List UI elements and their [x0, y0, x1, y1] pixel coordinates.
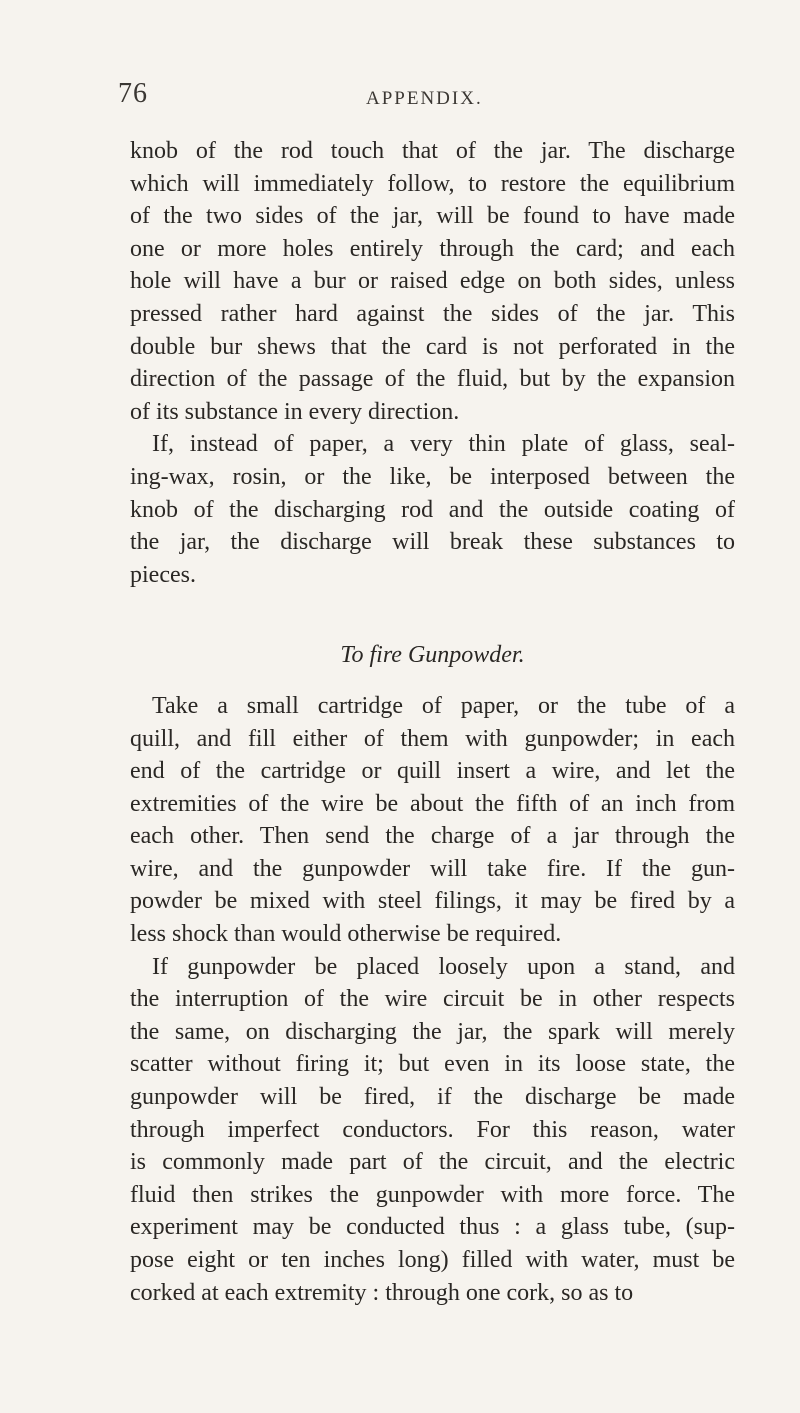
text-line: pieces.	[130, 561, 196, 588]
text-line: is commonly made part of the circuit, and the electric	[130, 1149, 735, 1176]
text-line: through imperfect conductors. For this reason, water	[130, 1116, 735, 1143]
text-line: knob of the rod touch that of the jar. The discharge	[130, 138, 735, 164]
text-line: gunpowder will be fired, if the discharge be made	[130, 1084, 735, 1111]
section-heading: To fire Gunpowder.	[340, 642, 525, 669]
page-header	[118, 78, 738, 118]
section-spacer	[130, 591, 735, 639]
text-line: pose eight or ten inches long) filled with water, must be	[130, 1247, 735, 1273]
text-line: the same, on discharging the jar, the spark will merely	[130, 1018, 735, 1045]
text-line: end of the cartridge or quill insert a wire, and let the	[130, 758, 735, 785]
text-line: which will immediately follow, to restore the equilibrium	[130, 170, 735, 197]
text-line: the interruption of the wire circuit be in other respects	[130, 986, 735, 1013]
text-line: scatter without firing it; but even in its loose state, the	[130, 1051, 735, 1078]
running-head: APPENDIX.	[366, 88, 483, 109]
text-line: Take a small cartridge of paper, or the tube of a	[152, 692, 735, 719]
text-line: hole will have a bur or raised edge on both sides, unless	[130, 268, 735, 295]
page-number: 76	[118, 78, 148, 109]
text-line: ing-wax, rosin, or the like, be interposed between the	[130, 463, 735, 490]
text-line: extremities of the wire be about the fifth of an inch from	[130, 790, 735, 817]
text-line: pressed rather hard against the sides of the jar. This	[130, 300, 735, 327]
text-line: wire, and the gunpowder will take fire. If the gun-	[130, 855, 735, 882]
paragraph-1	[130, 135, 735, 428]
text-line: each other. Then send the charge of a jar through the	[130, 823, 735, 850]
text-line: less shock than would otherwise be required.	[130, 921, 562, 948]
paragraph-3	[130, 690, 735, 951]
text-line: powder be mixed with steel filings, it may be fired by a	[130, 888, 735, 915]
text-line: experiment may be conducted thus : a glass tube, (sup-	[130, 1214, 735, 1241]
text-line: the jar, the discharge will break these substances to	[130, 529, 735, 556]
body-text	[130, 135, 735, 1309]
text-line: of the two sides of the jar, will be found to have made	[130, 203, 735, 230]
text-line: of its substance in every direction.	[130, 398, 460, 425]
paragraph-4	[130, 951, 735, 1310]
text-line: corked at each extremity : through one cork, so as to	[130, 1279, 634, 1306]
text-line: double bur shews that the card is not perforated in the	[130, 333, 735, 360]
text-line: direction of the passage of the fluid, but by the expansion	[130, 366, 735, 393]
text-line: fluid then strikes the gunpowder with more force. The	[130, 1181, 735, 1208]
text-line: knob of the discharging rod and the outside coating of	[130, 496, 735, 523]
text-line: quill, and fill either of them with gunpowder; in each	[130, 725, 735, 752]
text-line: If gunpowder be placed loosely upon a stand, and	[152, 953, 735, 980]
text-line: If, instead of paper, a very thin plate of glass, seal-	[152, 431, 735, 458]
paragraph-2	[130, 428, 735, 591]
text-line: one or more holes entirely through the card; and each	[130, 235, 735, 262]
